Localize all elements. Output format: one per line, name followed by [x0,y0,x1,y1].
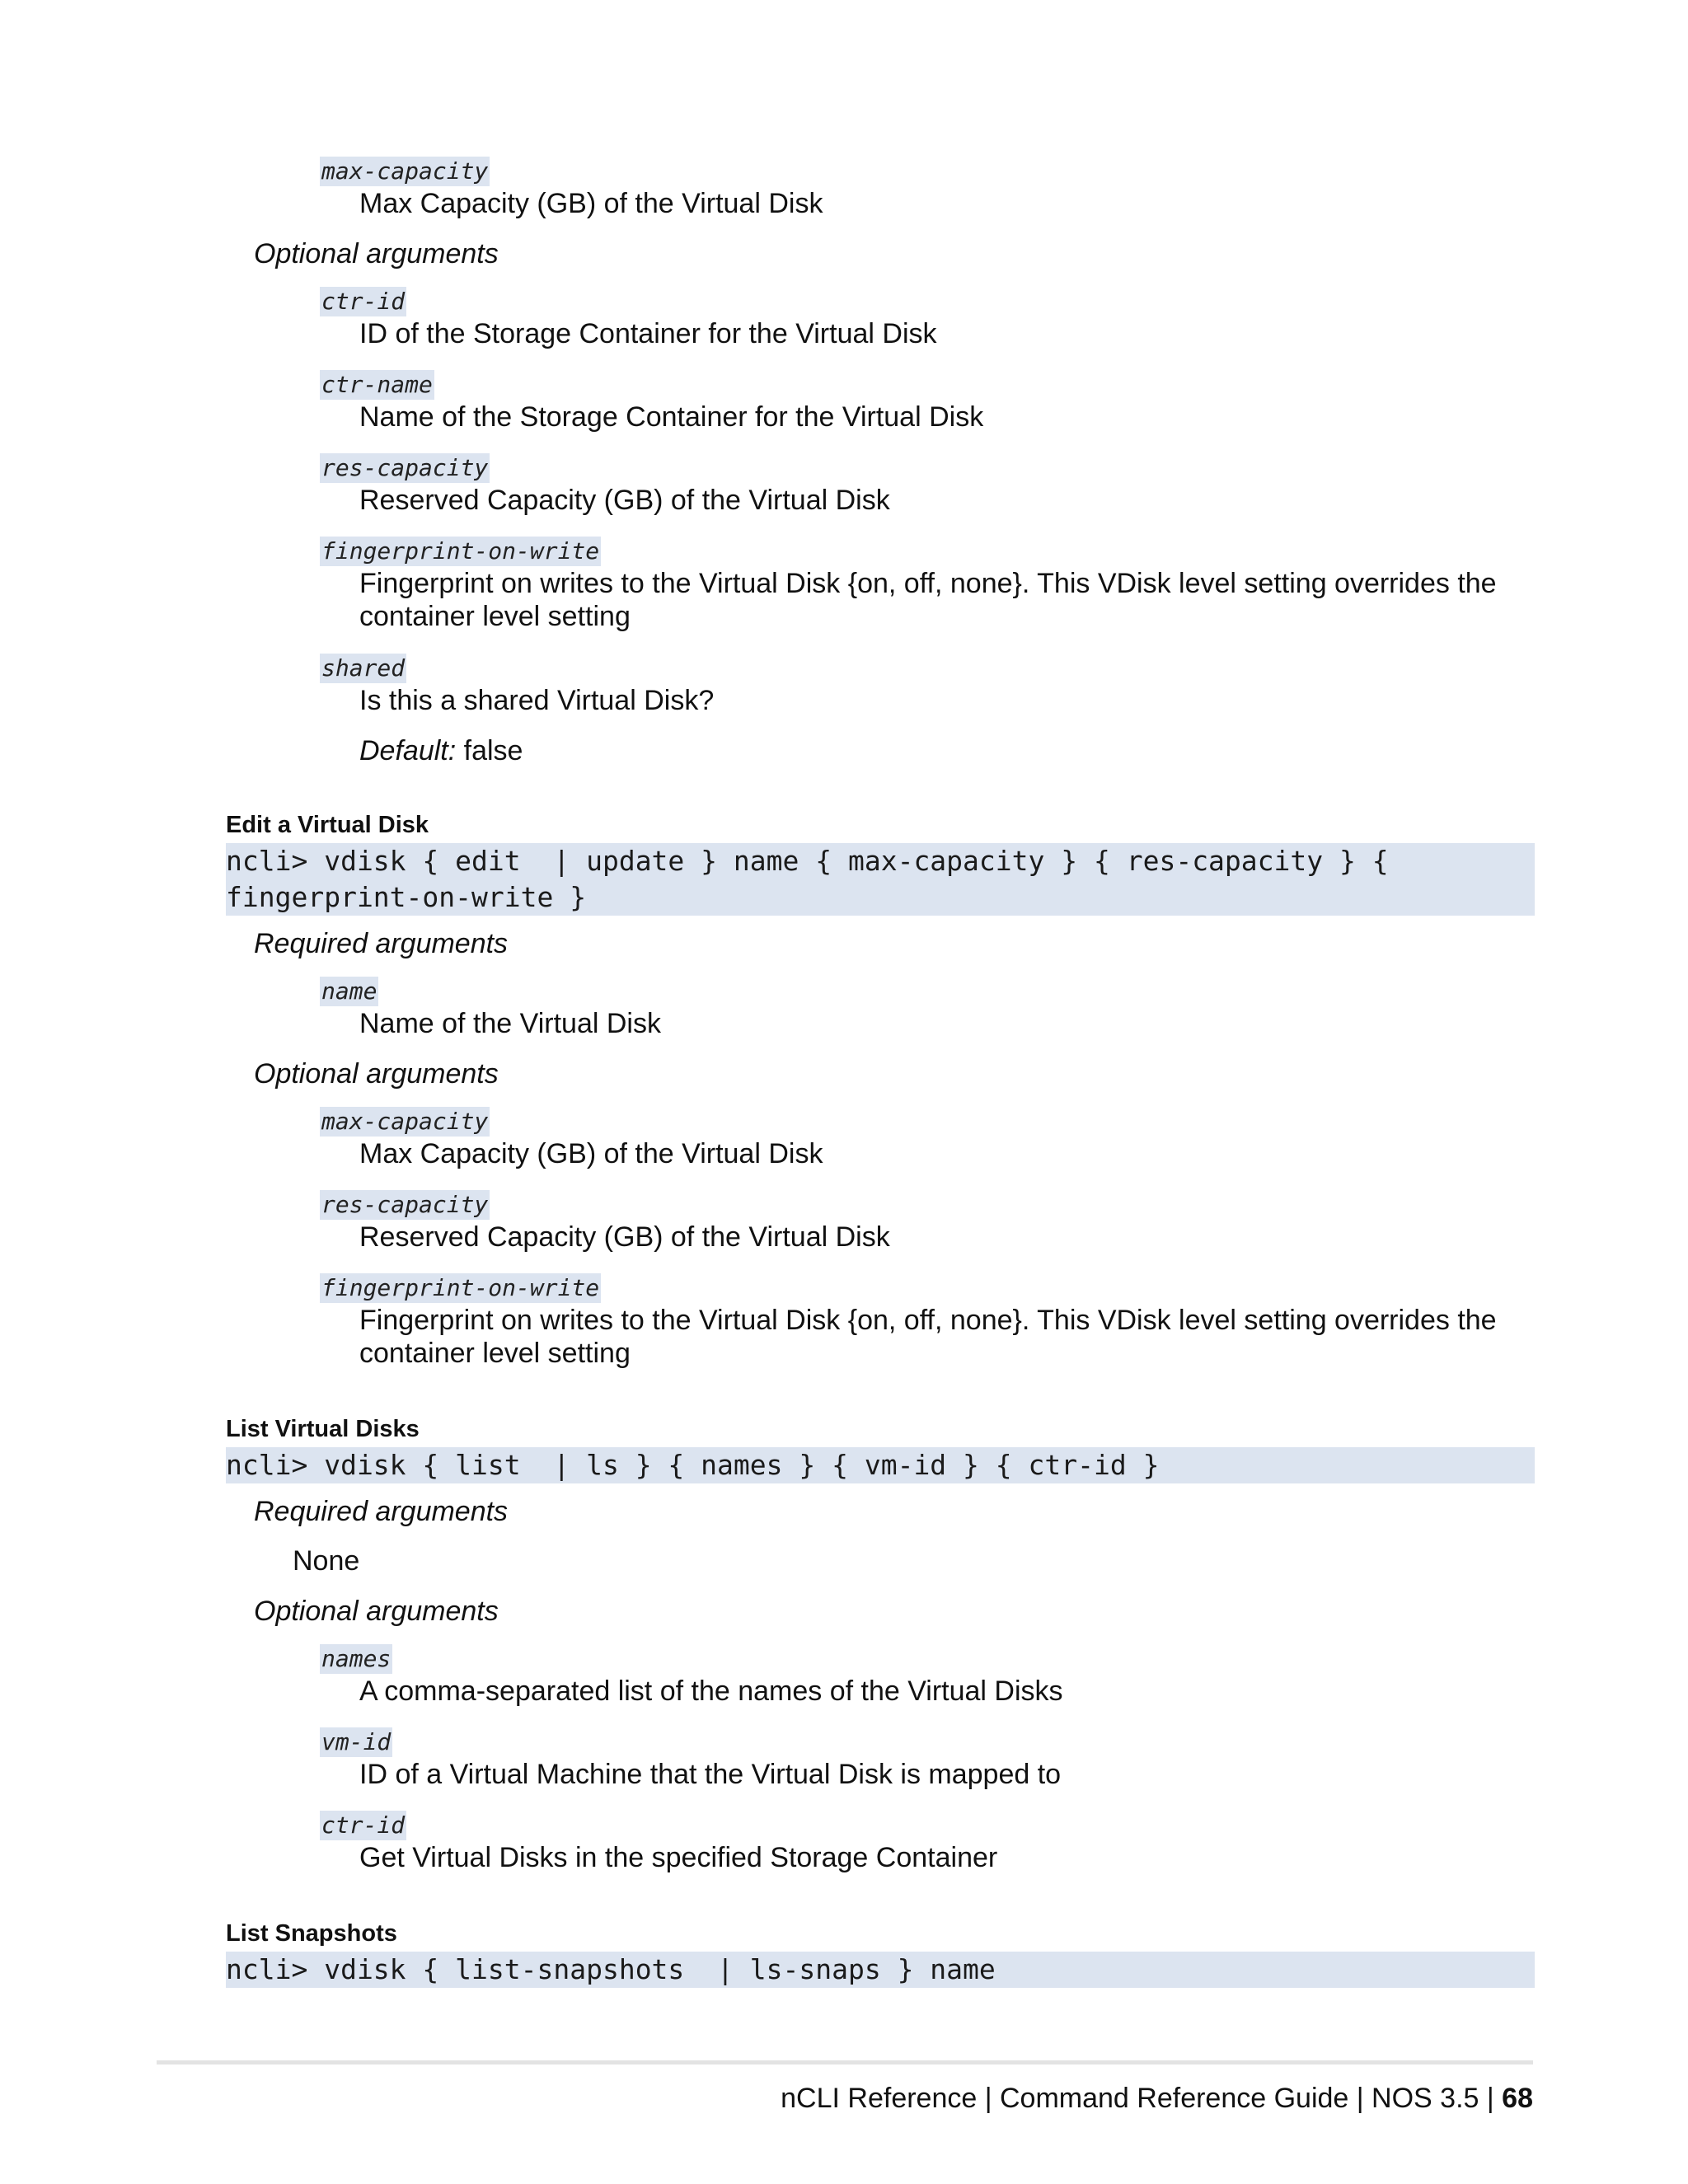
arg-desc-ctr-name: Name of the Storage Container for the Virtual Disk [359,401,984,433]
page-number: 68 [1502,2083,1533,2114]
arg-name-ctr-id: ctr-id [321,288,406,315]
arg-name-vm-id: vm-id [321,1728,392,1755]
arg-name-shared: shared [321,654,406,682]
arg-desc-vm-id: ID of a Virtual Machine that the Virtual Disk is mapped to [359,1759,1062,1790]
footer-divider [157,2060,1533,2064]
arg-name-name: name [321,977,377,1005]
arg-name-fingerprint-on-write: fingerprint-on-write [321,537,600,565]
arg-desc-name: Name of the Virtual Disk [359,1008,661,1039]
arg-desc-shared: Is this a shared Virtual Disk? [359,685,715,716]
optional-arguments-label: Optional arguments [254,1596,499,1627]
default-value-text: false [456,735,523,766]
arg-desc-max-capacity: Max Capacity (GB) of the Virtual Disk [359,1138,823,1169]
required-arguments-label: Required arguments [254,1496,509,1527]
arg-desc-ctr-id: Get Virtual Disks in the specified Storage Container [359,1842,998,1873]
optional-arguments-label: Optional arguments [254,238,499,269]
command-list-snapshots: ncli> vdisk { list-snapshots | ls-snaps } name [226,1952,1535,1988]
arg-name-max-capacity: max-capacity [321,1108,489,1135]
arg-name-ctr-id: ctr-id [321,1811,406,1839]
section-heading-list: List Virtual Disks [226,1416,420,1442]
arg-desc-names: A comma-separated list of the names of the Virtual Disks [359,1675,1063,1707]
command-edit: ncli> vdisk { edit | update } name { max-capacity } { res-capacity } { fingerprint-on-write } [226,843,1535,916]
arg-name-fingerprint-on-write: fingerprint-on-write [321,1274,600,1301]
section-heading-snapshots: List Snapshots [226,1920,397,1947]
arg-name-res-capacity: res-capacity [321,454,489,481]
arg-name-ctr-name: ctr-name [321,371,433,398]
required-arguments-label: Required arguments [254,928,509,959]
arg-desc-fingerprint-on-write: Fingerprint on writes to the Virtual Disk {on, off, none}. This VDisk level setting overrides the container level setting [359,1305,1497,1369]
command-list: ncli> vdisk { list | ls } { names } { vm-id } { ctr-id } [226,1447,1535,1483]
default-value [359,734,523,767]
arg-name-res-capacity: res-capacity [321,1191,489,1218]
page-footer [781,2082,1533,2115]
required-none-text: None [293,1545,360,1577]
arg-desc-res-capacity: Reserved Capacity (GB) of the Virtual Disk [359,485,890,516]
arg-desc-max-capacity: Max Capacity (GB) of the Virtual Disk [359,188,823,219]
arg-name-max-capacity: max-capacity [321,157,489,185]
optional-arguments-label: Optional arguments [254,1058,499,1090]
default-label: Default: [359,735,457,766]
arg-desc-fingerprint-on-write: Fingerprint on writes to the Virtual Disk {on, off, none}. This VDisk level setting overrides the container level setting [359,568,1497,632]
footer-text: nCLI Reference | Command Reference Guide | NOS 3.5 | [781,2083,1503,2114]
arg-desc-ctr-id: ID of the Storage Container for the Virtual Disk [359,318,937,349]
section-heading-edit: Edit a Virtual Disk [226,812,429,838]
arg-name-names: names [321,1645,392,1672]
arg-desc-res-capacity: Reserved Capacity (GB) of the Virtual Disk [359,1221,890,1253]
